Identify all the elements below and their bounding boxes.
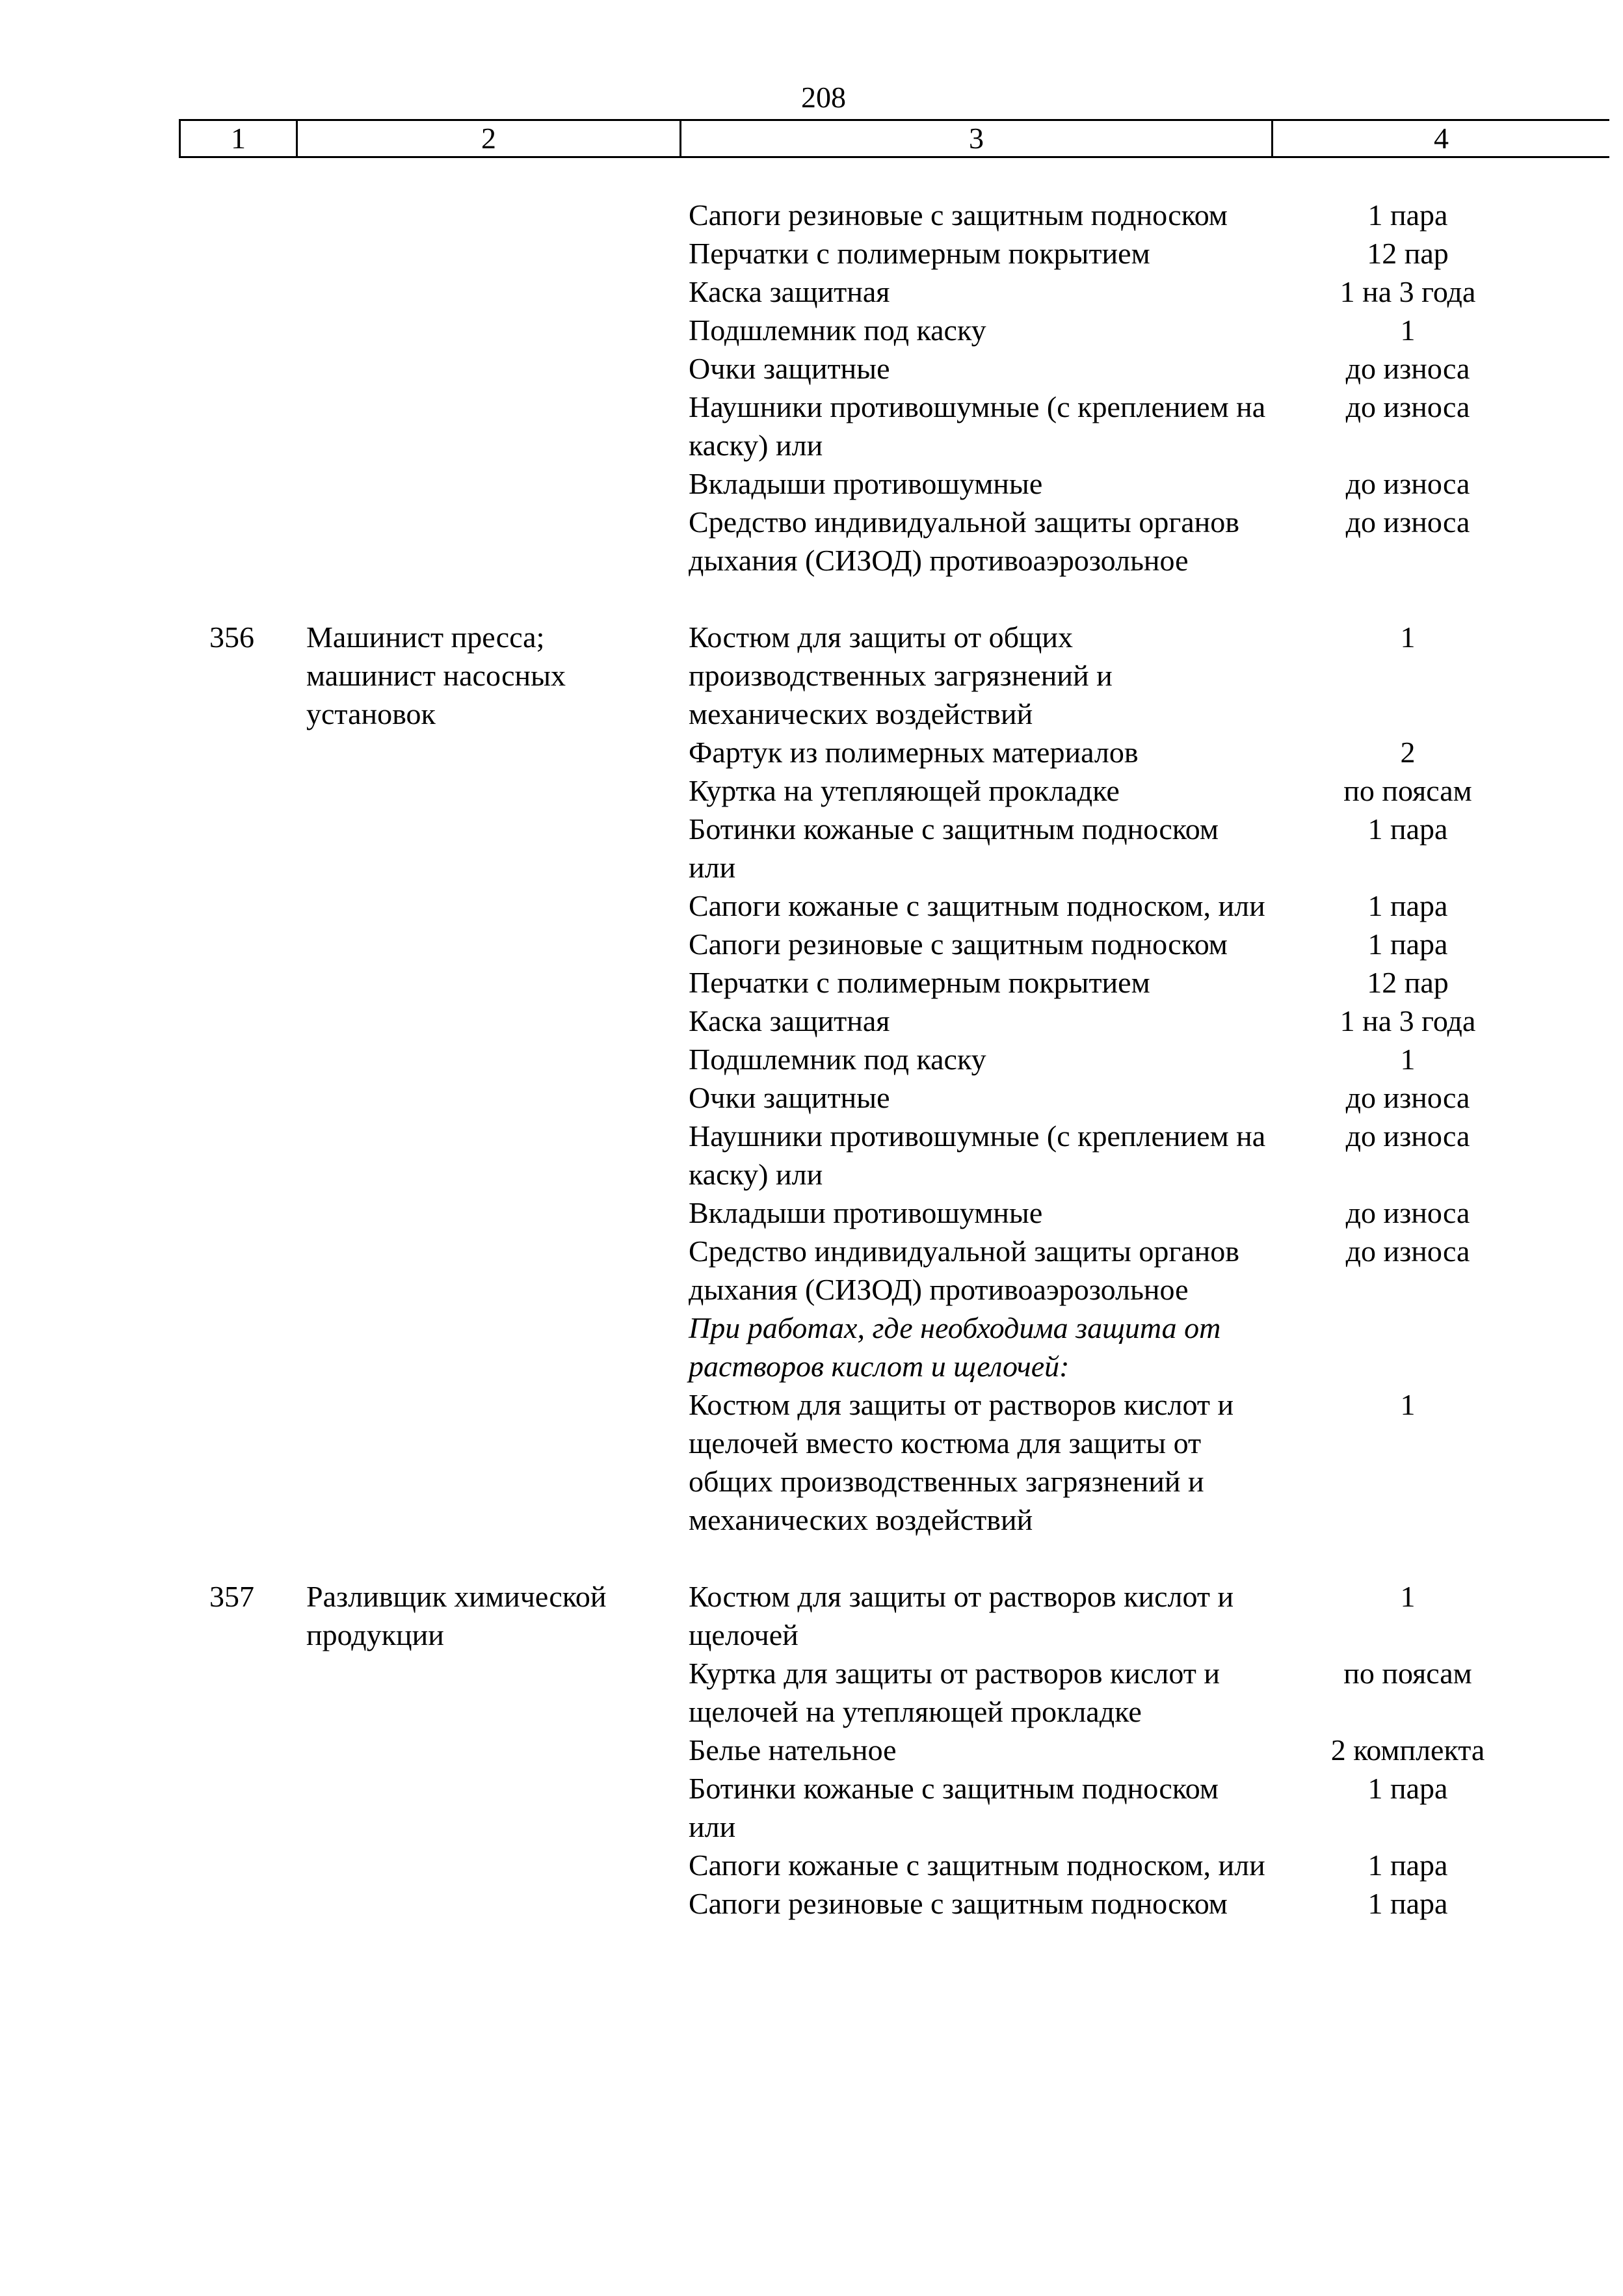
conditional-note: При работах, где необходима защита от растворов кислот и щелочей:	[689, 1311, 1221, 1383]
item-name: Сапоги резиновые с защитным подноском	[689, 198, 1228, 232]
list-item	[0, 1769, 1623, 1846]
list-item	[0, 887, 1623, 925]
item-qty: до износа	[1345, 390, 1470, 423]
list-item	[0, 464, 1623, 503]
item-name: Костюм для защиты от общих производственных загрязнений и механических воздействий	[689, 621, 1113, 730]
list-item	[0, 1078, 1623, 1117]
item-name: Ботинки кожаные с защитным подноском или	[689, 1772, 1219, 1843]
item-qty: 1	[1400, 1043, 1416, 1076]
list-item	[0, 618, 1623, 733]
item-qty: до износа	[1345, 505, 1470, 539]
item-qty: 1 пара	[1367, 889, 1448, 922]
list-item	[0, 1654, 1623, 1731]
list-item	[0, 503, 1623, 580]
item-qty: 12 пар	[1367, 237, 1449, 270]
item-name: Сапоги резиновые с защитным подноском	[689, 928, 1228, 961]
item-qty: по поясам	[1343, 774, 1472, 807]
item-name: Сапоги кожаные с защитным подноском, или	[689, 889, 1265, 922]
item-name: Вкладыши противошумные	[689, 467, 1043, 500]
item-name: Каска защитная	[689, 275, 890, 308]
profession-name: Машинист пресса; машинист насосных установок	[306, 621, 566, 730]
item-name: Наушники противошумные (с креплением на каску) или	[689, 1119, 1266, 1191]
list-item	[0, 1846, 1623, 1884]
item-name: Куртка для защиты от растворов кислот и щелочей на утепляющей прокладке	[689, 1657, 1220, 1728]
item-qty: 1	[1400, 1388, 1416, 1421]
item-name: Костюм для защиты от растворов кислот и щелочей вместо костюма для защиты от общих производственных загрязнений и механических воздействий	[689, 1388, 1234, 1536]
list-item	[0, 311, 1623, 349]
item-name: Куртка на утепляющей прокладке	[689, 774, 1120, 807]
item-qty: до износа	[1345, 1196, 1470, 1229]
item-qty: 1 пара	[1367, 198, 1448, 232]
item-qty: 1	[1400, 1580, 1416, 1613]
header-col-2: 2	[298, 121, 681, 156]
page-number: 208	[801, 81, 846, 114]
item-qty: 12 пар	[1367, 966, 1449, 999]
row-number: 356	[209, 621, 254, 654]
list-item	[0, 388, 1623, 464]
table-body	[0, 196, 1623, 1923]
item-name: Средство индивидуальной защиты органов дыхания (СИЗОД) противоаэрозольное	[689, 1235, 1239, 1306]
item-name: Подшлемник под каску	[689, 314, 986, 347]
item-qty: до износа	[1345, 352, 1470, 385]
table-row-357	[0, 1577, 1623, 1923]
item-qty: 1 на 3 года	[1339, 1004, 1476, 1037]
table-row-356	[0, 618, 1623, 1539]
list-item	[0, 1117, 1623, 1194]
item-qty: 1	[1400, 621, 1416, 654]
item-name: Средство индивидуальной защиты органов дыхания (СИЗОД) противоаэрозольное	[689, 505, 1239, 577]
item-qty: до износа	[1345, 467, 1470, 500]
list-item	[0, 771, 1623, 810]
item-qty: до износа	[1345, 1081, 1470, 1114]
header-col-3: 3	[681, 121, 1273, 156]
item-qty: 1 на 3 года	[1339, 275, 1476, 308]
item-qty: 1 пара	[1367, 928, 1448, 961]
list-item	[0, 963, 1623, 1002]
list-item	[0, 349, 1623, 388]
item-name: Перчатки с полимерным покрытием	[689, 966, 1150, 999]
item-name: Сапоги резиновые с защитным подноском	[689, 1887, 1228, 1920]
item-qty: 1 пара	[1367, 1887, 1448, 1920]
list-item	[0, 234, 1623, 273]
item-name: Наушники противошумные (с креплением на каску) или	[689, 390, 1266, 462]
item-name: Белье нательное	[689, 1733, 897, 1767]
list-item	[0, 1385, 1623, 1539]
item-qty: 1	[1400, 314, 1416, 347]
item-name: Подшлемник под каску	[689, 1043, 986, 1076]
item-qty: 2 комплекта	[1330, 1733, 1485, 1767]
list-item	[0, 196, 1623, 234]
item-name: Перчатки с полимерным покрытием	[689, 237, 1150, 270]
item-qty: по поясам	[1343, 1657, 1472, 1690]
table-row-continued	[0, 196, 1623, 580]
item-name: Вкладыши противошумные	[689, 1196, 1043, 1229]
item-name: Сапоги кожаные с защитным подноском, или	[689, 1849, 1265, 1882]
item-qty: 1 пара	[1367, 1772, 1448, 1805]
list-item	[0, 1232, 1623, 1309]
item-qty: до износа	[1345, 1235, 1470, 1268]
list-item	[0, 1002, 1623, 1040]
item-name: Очки защитные	[689, 1081, 890, 1114]
item-qty: до износа	[1345, 1119, 1470, 1153]
item-name: Ботинки кожаные с защитным подноском или	[689, 812, 1219, 884]
list-item	[0, 810, 1623, 887]
list-item	[0, 1040, 1623, 1078]
item-qty: 2	[1400, 736, 1416, 769]
item-name: Костюм для защиты от растворов кислот и щелочей	[689, 1580, 1234, 1651]
item-name: Очки защитные	[689, 352, 890, 385]
item-qty: 1 пара	[1367, 1849, 1448, 1882]
item-name: Фартук из полимерных материалов	[689, 736, 1139, 769]
table-header-row	[179, 119, 1609, 158]
list-item	[0, 925, 1623, 963]
list-item	[0, 273, 1623, 311]
list-item	[0, 1577, 1623, 1654]
list-item	[0, 1731, 1623, 1769]
profession-name: Разливщик химической продукции	[306, 1580, 607, 1651]
row-number: 357	[209, 1580, 254, 1613]
list-item	[0, 1194, 1623, 1232]
item-name: Каска защитная	[689, 1004, 890, 1037]
list-item	[0, 1884, 1623, 1923]
item-qty: 1 пара	[1367, 812, 1448, 846]
header-col-4: 4	[1434, 122, 1449, 155]
header-col-1: 1	[181, 121, 298, 156]
list-item	[0, 733, 1623, 771]
